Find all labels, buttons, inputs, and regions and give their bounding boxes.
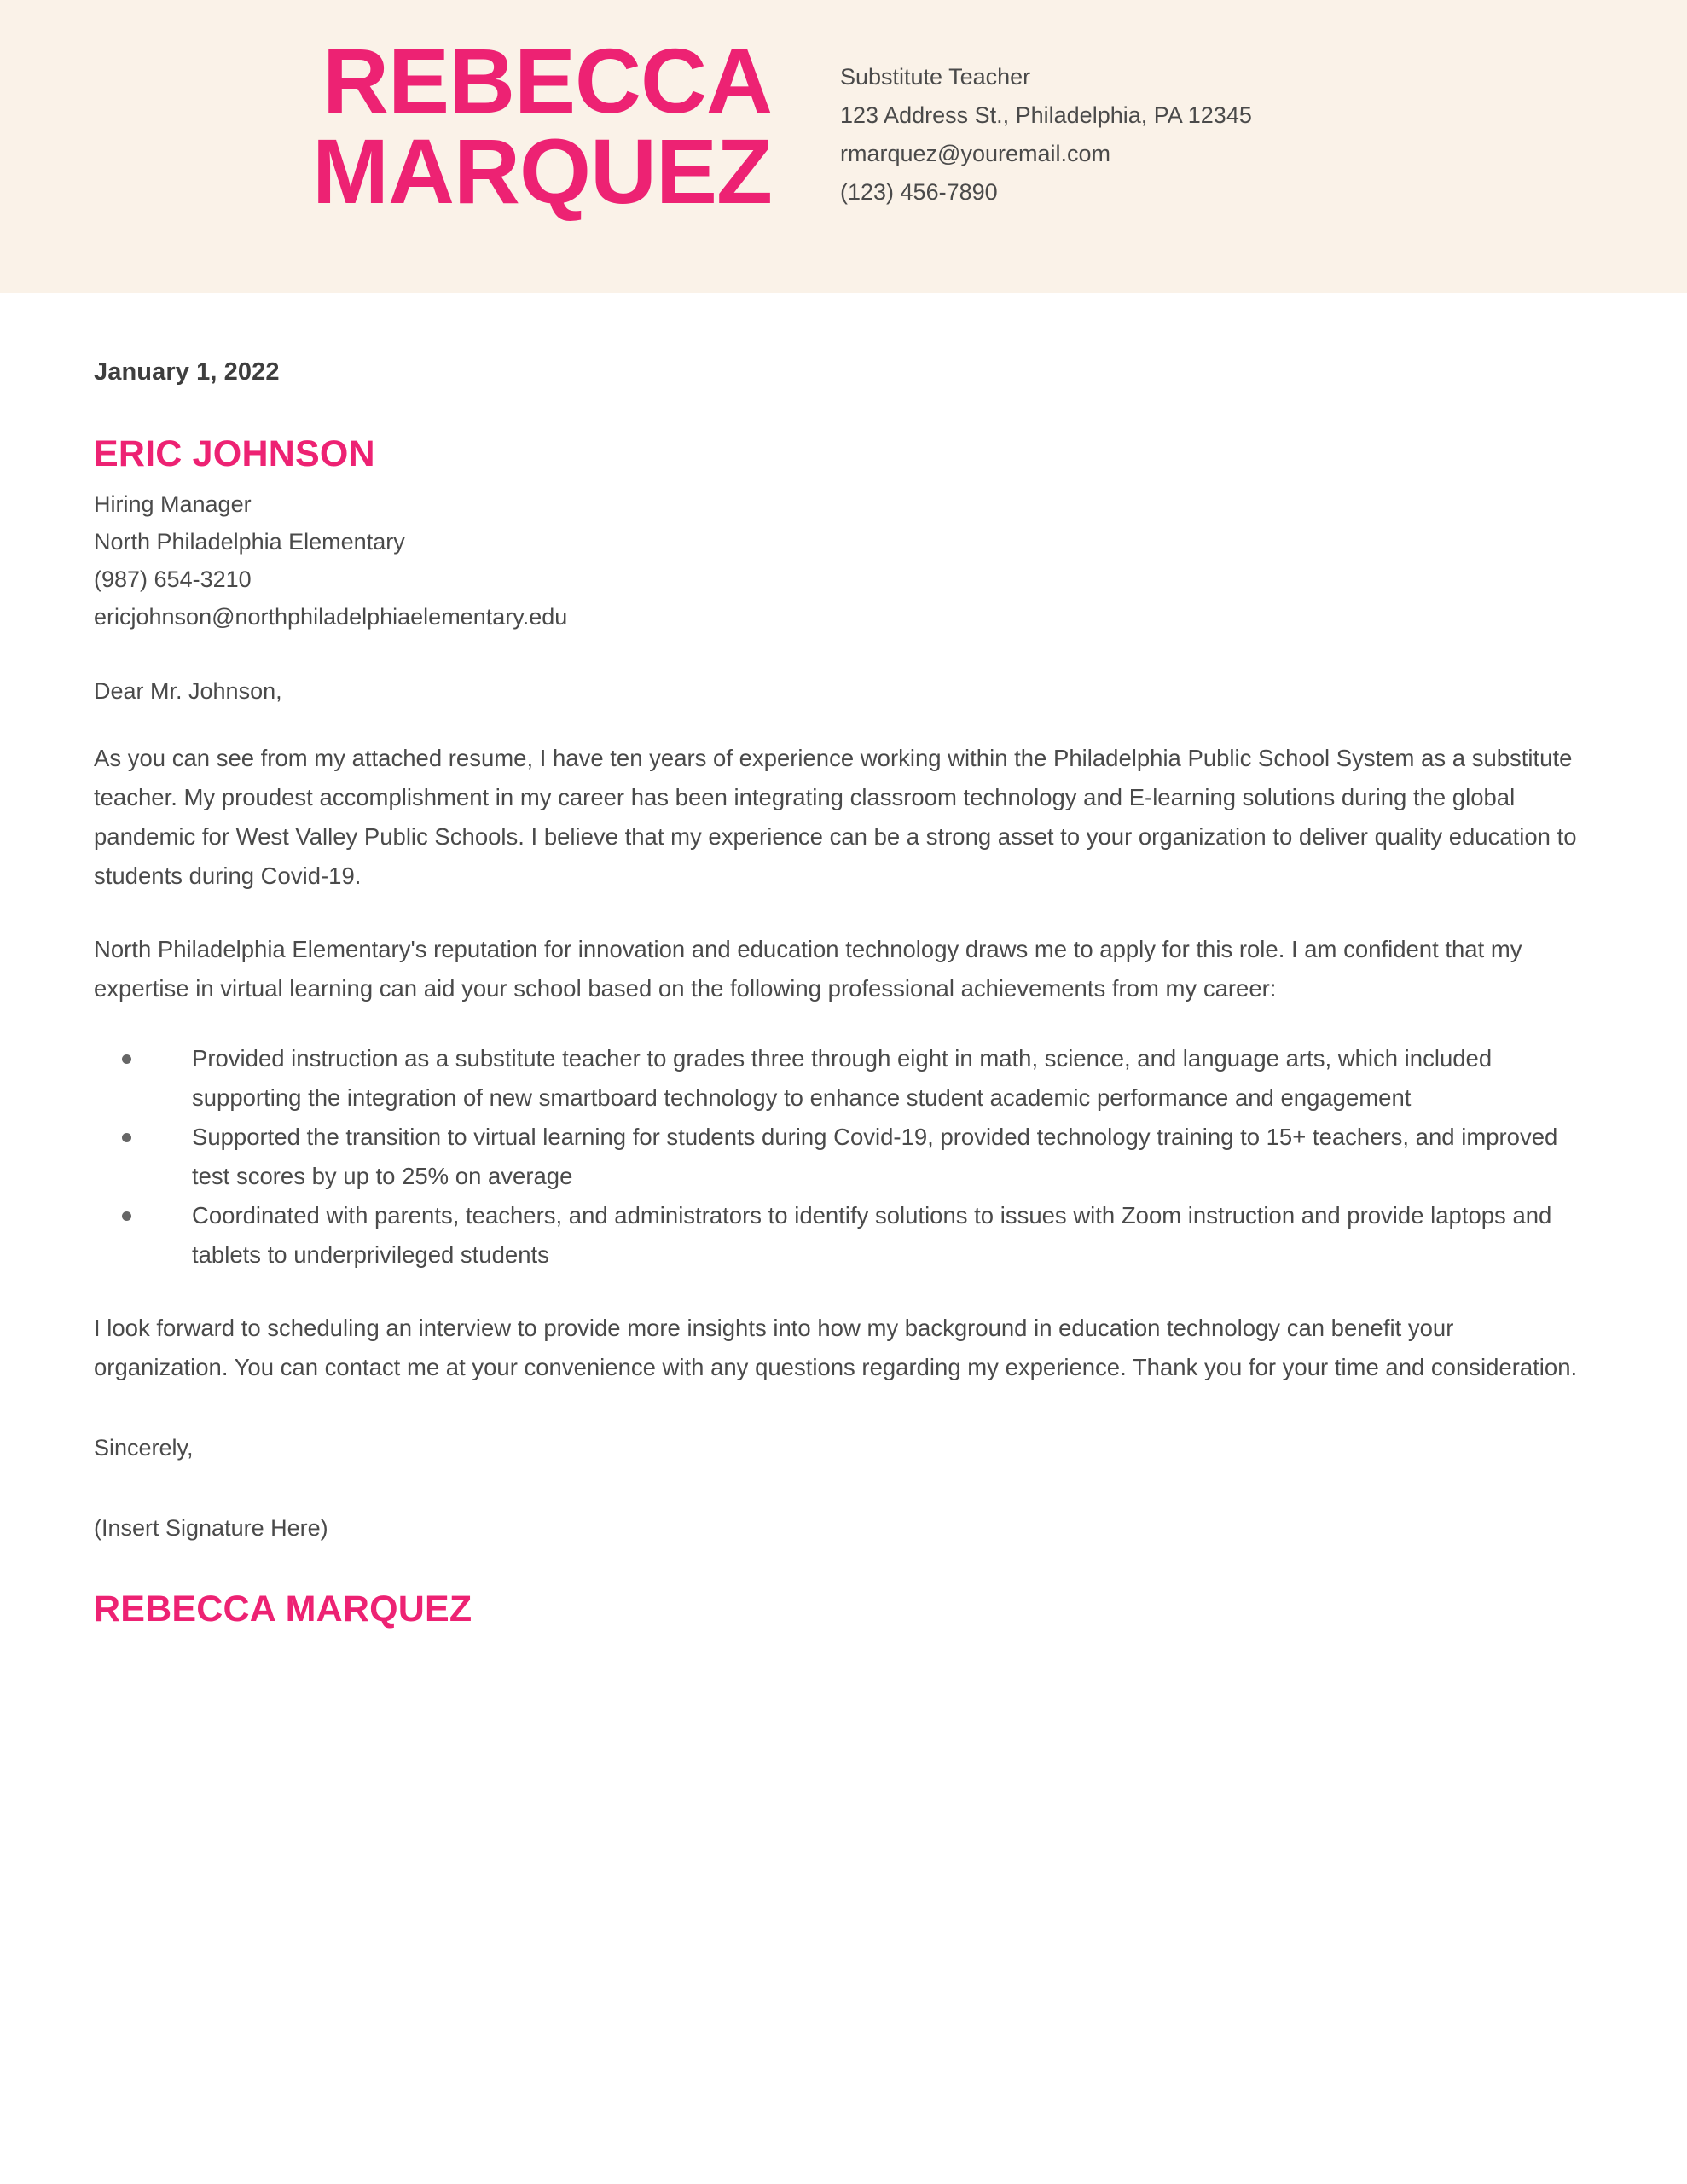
recipient-title: Hiring Manager	[94, 491, 252, 518]
bullet-dot-icon	[122, 1054, 131, 1064]
letter-paragraph-1: As you can see from my attached resume, I have ten years of experience working within the Philadelphia Public School System as a substitute teacher. My proudest accomplishment in my career has been integrating classroom technology and E-learning solutions during the global pandemic for West Valley Public Schools. I believe that my experience can be a strong asset to your organization to deliver quality education to students during Covid-19.	[94, 745, 1577, 890]
applicant-last-name: MARQUEZ	[312, 119, 772, 223]
achievements-list	[94, 1039, 1578, 1275]
recipient-block	[94, 435, 1578, 636]
letter-paragraph-3: I look forward to scheduling an interview to provide more insights into how my background in education technology can benefit your organization. You can contact me at your convenience with any questions regarding my experience. Thank you for your time and consideration.	[94, 1315, 1578, 1381]
list-item	[94, 1196, 1578, 1275]
applicant-contact-block	[840, 58, 1608, 212]
list-item-text: Supported the transition to virtual learning for students during Covid-19, provided technology training to 15+ teachers, and improved test scores by up to 25% on average	[192, 1124, 1558, 1190]
list-item	[94, 1039, 1578, 1118]
applicant-email[interactable]: rmarquez@youremail.com	[840, 141, 1110, 166]
recipient-email[interactable]: ericjohnson@northphiladelphiaelementary.edu	[94, 604, 568, 630]
recipient-phone[interactable]: (987) 654-3210	[94, 566, 252, 593]
applicant-first-name: REBECCA	[322, 29, 772, 132]
applicant-job-title: Substitute Teacher	[840, 64, 1031, 90]
applicant-name-block	[0, 29, 772, 223]
signature-placeholder: (Insert Signature Here)	[94, 1515, 328, 1542]
list-item-text: Coordinated with parents, teachers, and administrators to identify solutions to issues with Zoom instruction and provide laptops and tablets to underprivileged students	[192, 1202, 1552, 1269]
letter-salutation: Dear Mr. Johnson,	[94, 678, 282, 705]
recipient-details	[94, 485, 1578, 636]
list-item	[94, 1118, 1578, 1196]
letter-date: January 1, 2022	[94, 358, 280, 386]
signer-name: REBECCA MARQUEZ	[94, 1589, 472, 1630]
letter-signoff: Sincerely,	[94, 1435, 194, 1461]
bullet-dot-icon	[122, 1211, 131, 1221]
recipient-organization: North Philadelphia Elementary	[94, 529, 405, 555]
list-item-text: Provided instruction as a substitute teacher to grades three through eight in math, science, and language arts, which included supporting the integration of new smartboard technology to enhance student academic performance and engagement	[192, 1045, 1493, 1112]
applicant-phone[interactable]: (123) 456-7890	[840, 179, 998, 205]
letterhead-inner	[0, 0, 1687, 293]
recipient-name: ERIC JOHNSON	[94, 433, 375, 474]
letter-body	[94, 293, 1578, 1630]
letterhead-header	[0, 0, 1687, 293]
letter-paragraph-2: North Philadelphia Elementary's reputation for innovation and education technology draws me to apply for this role. I am confident that my expertise in virtual learning can aid your school based on the following professional achievements from my career:	[94, 936, 1522, 1002]
bullet-dot-icon	[122, 1133, 131, 1142]
applicant-address: 123 Address St., Philadelphia, PA 12345	[840, 102, 1252, 128]
